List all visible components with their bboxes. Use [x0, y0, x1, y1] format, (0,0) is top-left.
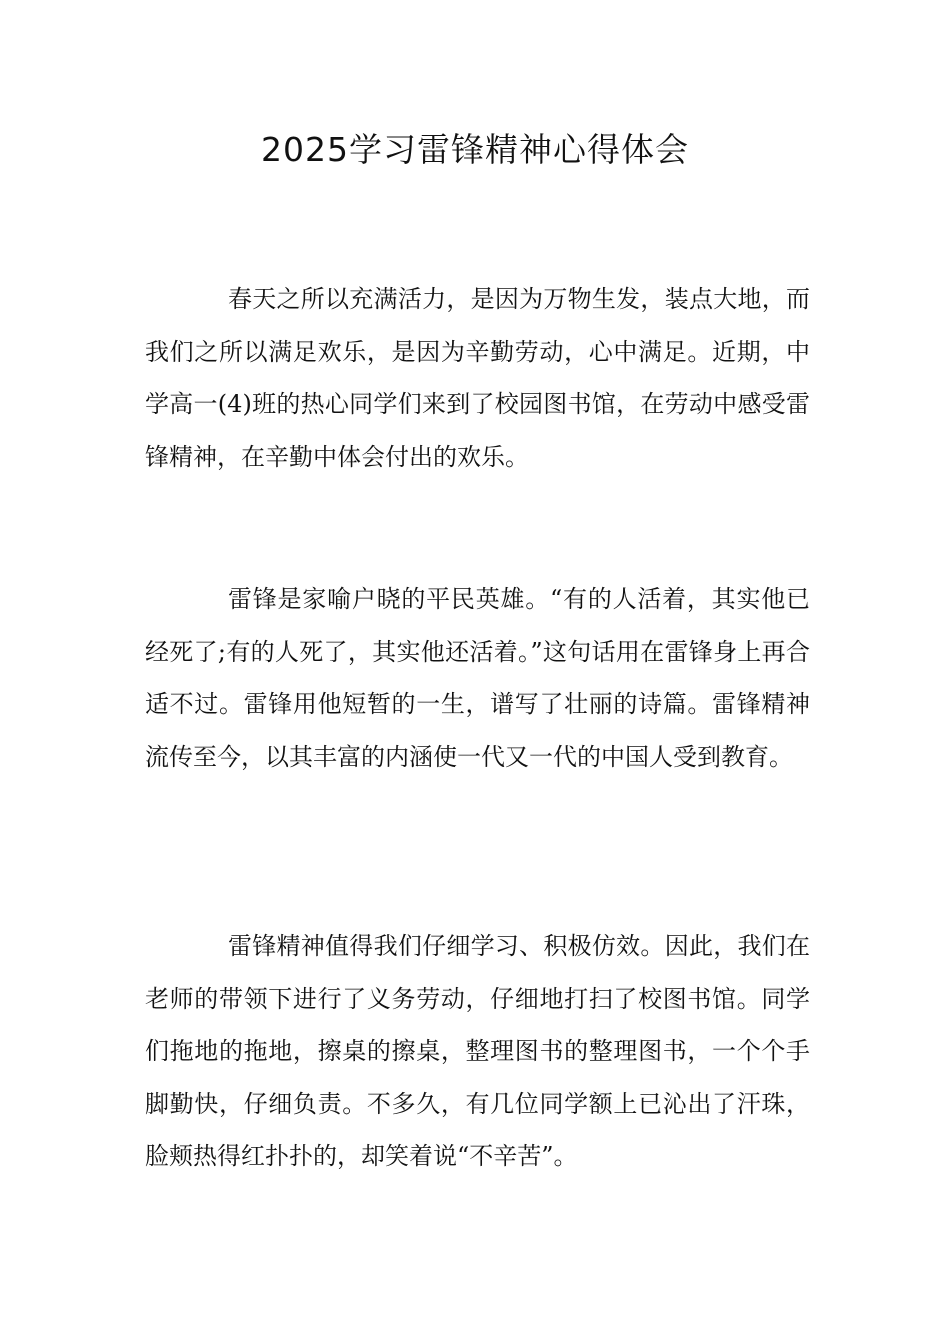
paragraph-1: 春天之所以充满活力，是因为万物生发，装点大地，而我们之所以满足欢乐，是因为辛勤劳动，心中满足。近期，中学高一(4)班的热心同学们来到了校园图书馆，在劳动中感受雷锋精神，在辛勤中体会付出的欢乐。 — [145, 285, 810, 471]
paragraph-3: 雷锋精神值得我们仔细学习、积极仿效。因此，我们在老师的带领下进行了义务劳动，仔细地打扫了校图书馆。同学们拖地的拖地，擦桌的擦桌，整理图书的整理图书，一个个手脚勤快，仔细负责。不多久，有几位同学额上已沁出了汗珠，脸颊热得红扑扑的，却笑着说“不辛苦”。 — [145, 932, 810, 1170]
document-title: 2025学习雷锋精神心得体会 — [261, 130, 689, 169]
paragraph-2: 雷锋是家喻户晓的平民英雄。“有的人活着，其实他已经死了;有的人死了，其实他还活着。”这句话用在雷锋身上再合适不过。雷锋用他短暂的一生，谱写了壮丽的诗篇。雷锋精神流传至今，以其丰富的内涵使一代又一代的中国人受到教育。 — [145, 585, 810, 771]
